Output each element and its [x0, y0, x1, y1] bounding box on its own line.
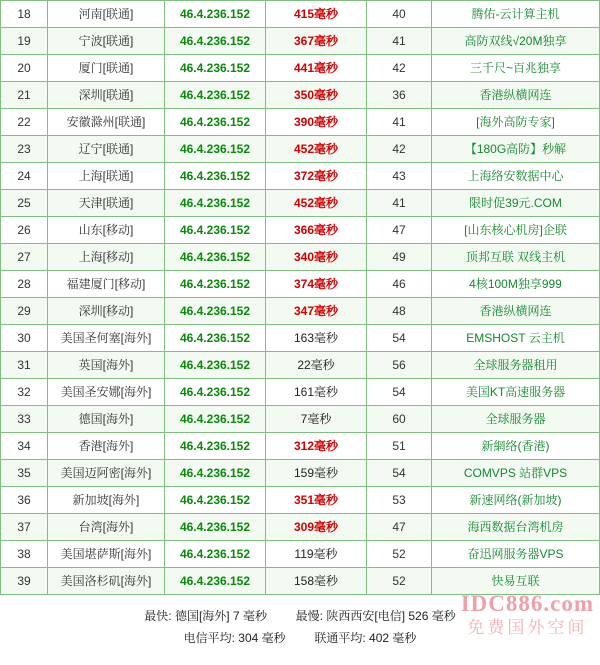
row-advertisement[interactable]: 顶邦互联 双线主机: [432, 244, 600, 271]
telecom-average-label: 电信平均:: [183, 631, 235, 645]
row-index: 18: [1, 1, 48, 28]
row-advertisement[interactable]: 美国KT高速服务器: [432, 379, 600, 406]
table-row: [1, 1, 600, 28]
row-ttl: 54: [367, 460, 432, 487]
table-row: [1, 217, 600, 244]
row-node-location: 厦门[联通]: [48, 55, 165, 82]
table-row: [1, 244, 600, 271]
summary-section: [0, 591, 600, 665]
slowest-label: 最慢:: [295, 609, 324, 623]
row-node-location: 美国迈阿密[海外]: [48, 460, 165, 487]
row-index: 28: [1, 271, 48, 298]
row-ttl: 43: [367, 163, 432, 190]
row-index: 21: [1, 82, 48, 109]
row-node-location: 天津[联通]: [48, 190, 165, 217]
row-node-location: 深圳[移动]: [48, 298, 165, 325]
row-ttl: 42: [367, 55, 432, 82]
row-index: 20: [1, 55, 48, 82]
row-node-location: 深圳[联通]: [48, 82, 165, 109]
row-response-time: 7毫秒: [266, 406, 367, 433]
table-row: [1, 406, 600, 433]
row-advertisement[interactable]: 香港纵横网连: [432, 82, 600, 109]
row-response-time: 415毫秒: [266, 1, 367, 28]
row-node-location: 美国圣安娜[海外]: [48, 379, 165, 406]
row-ttl: 48: [367, 298, 432, 325]
row-advertisement[interactable]: 全球服务器: [432, 406, 600, 433]
row-ttl: 41: [367, 190, 432, 217]
unicom-average-label: 联通平均:: [314, 631, 366, 645]
watermark-site-name: IDC886.com: [460, 591, 594, 616]
table-row: [1, 163, 600, 190]
row-advertisement[interactable]: COMVPS 站群VPS: [432, 460, 600, 487]
row-ttl: 54: [367, 325, 432, 352]
row-response-time: 390毫秒: [266, 109, 367, 136]
unicom-average-value: 402 毫秒: [369, 631, 417, 645]
row-ip-address: 46.4.236.152: [165, 109, 266, 136]
row-response-time: 163毫秒: [266, 325, 367, 352]
table-row: [1, 190, 600, 217]
row-advertisement[interactable]: 限时促39元.COM: [432, 190, 600, 217]
row-ip-address: 46.4.236.152: [165, 379, 266, 406]
table-row: [1, 28, 600, 55]
table-row: [1, 298, 600, 325]
row-index: 39: [1, 568, 48, 595]
row-index: 33: [1, 406, 48, 433]
table-row: [1, 55, 600, 82]
row-ip-address: 46.4.236.152: [165, 1, 266, 28]
row-response-time: 158毫秒: [266, 568, 367, 595]
row-response-time: 309毫秒: [266, 514, 367, 541]
row-response-time: 441毫秒: [266, 55, 367, 82]
row-index: 38: [1, 541, 48, 568]
row-ttl: 60: [367, 406, 432, 433]
row-response-time: 159毫秒: [266, 460, 367, 487]
row-response-time: 350毫秒: [266, 82, 367, 109]
row-node-location: 福建厦门[移动]: [48, 271, 165, 298]
row-ip-address: 46.4.236.152: [165, 514, 266, 541]
row-ip-address: 46.4.236.152: [165, 217, 266, 244]
row-ttl: 52: [367, 541, 432, 568]
row-index: 22: [1, 109, 48, 136]
row-ip-address: 46.4.236.152: [165, 244, 266, 271]
row-node-location: 山东[移动]: [48, 217, 165, 244]
row-index: 29: [1, 298, 48, 325]
row-node-location: 宁波[联通]: [48, 28, 165, 55]
row-ip-address: 46.4.236.152: [165, 568, 266, 595]
row-advertisement[interactable]: 【180G高防】秒解: [432, 136, 600, 163]
table-row: [1, 352, 600, 379]
row-advertisement[interactable]: 全球服务器租用: [432, 352, 600, 379]
row-ttl: 47: [367, 514, 432, 541]
row-response-time: 366毫秒: [266, 217, 367, 244]
table-row: [1, 109, 600, 136]
row-ttl: 41: [367, 109, 432, 136]
row-index: 27: [1, 244, 48, 271]
row-ttl: 52: [367, 568, 432, 595]
row-node-location: 安徽滁州[联通]: [48, 109, 165, 136]
row-ttl: 41: [367, 28, 432, 55]
row-advertisement[interactable]: 海西数据台湾机房: [432, 514, 600, 541]
table-row: [1, 82, 600, 109]
row-node-location: 美国圣何塞[海外]: [48, 325, 165, 352]
row-advertisement[interactable]: EMSHOST 云主机: [432, 325, 600, 352]
row-ttl: 51: [367, 433, 432, 460]
row-ttl: 36: [367, 82, 432, 109]
row-index: 36: [1, 487, 48, 514]
row-ttl: 40: [367, 1, 432, 28]
fastest-label: 最快:: [144, 609, 172, 623]
row-ip-address: 46.4.236.152: [165, 271, 266, 298]
row-index: 25: [1, 190, 48, 217]
row-ttl: 53: [367, 487, 432, 514]
row-ip-address: 46.4.236.152: [165, 541, 266, 568]
row-response-time: 452毫秒: [266, 190, 367, 217]
row-ip-address: 46.4.236.152: [165, 298, 266, 325]
row-index: 19: [1, 28, 48, 55]
row-advertisement[interactable]: [山东核心机房]企联: [432, 217, 600, 244]
row-index: 23: [1, 136, 48, 163]
row-ip-address: 46.4.236.152: [165, 406, 266, 433]
row-ip-address: 46.4.236.152: [165, 325, 266, 352]
row-response-time: 452毫秒: [266, 136, 367, 163]
row-ip-address: 46.4.236.152: [165, 136, 266, 163]
fastest-value: 德国[海外] 7 毫秒: [174, 609, 267, 623]
row-index: 30: [1, 325, 48, 352]
watermark-tagline: 免费国外空间: [467, 618, 588, 637]
table-row: [1, 487, 600, 514]
row-ttl: 46: [367, 271, 432, 298]
table-row: [1, 271, 600, 298]
row-advertisement[interactable]: 新網络(香港): [432, 433, 600, 460]
table-row: [1, 379, 600, 406]
table-row: [1, 514, 600, 541]
row-index: 31: [1, 352, 48, 379]
summary-line-extremes: [0, 605, 600, 627]
row-node-location: 美国洛杉矶[海外]: [48, 568, 165, 595]
row-advertisement[interactable]: 4核100M独享999: [432, 271, 600, 298]
table-row: [1, 541, 600, 568]
table-row: [1, 325, 600, 352]
row-advertisement[interactable]: 腾佑-云计算主机: [432, 1, 600, 28]
row-ip-address: 46.4.236.152: [165, 28, 266, 55]
row-response-time: 351毫秒: [266, 487, 367, 514]
row-ip-address: 46.4.236.152: [165, 433, 266, 460]
row-ttl: 49: [367, 244, 432, 271]
row-advertisement[interactable]: 新速网络(新加坡): [432, 487, 600, 514]
row-response-time: 372毫秒: [266, 163, 367, 190]
row-index: 34: [1, 433, 48, 460]
telecom-average-value: 304 毫秒: [238, 631, 286, 645]
row-index: 32: [1, 379, 48, 406]
row-node-location: 上海[移动]: [48, 244, 165, 271]
row-advertisement[interactable]: 三千尺~百兆独享: [432, 55, 600, 82]
row-response-time: 340毫秒: [266, 244, 367, 271]
row-node-location: 美国堪萨斯[海外]: [48, 541, 165, 568]
row-ip-address: 46.4.236.152: [165, 163, 266, 190]
row-response-time: 374毫秒: [266, 271, 367, 298]
row-response-time: 22毫秒: [266, 352, 367, 379]
row-node-location: 香港[海外]: [48, 433, 165, 460]
row-index: 26: [1, 217, 48, 244]
row-node-location: 新加坡[海外]: [48, 487, 165, 514]
row-advertisement[interactable]: 奋迅网服务器VPS: [432, 541, 600, 568]
row-response-time: 367毫秒: [266, 28, 367, 55]
row-index: 37: [1, 514, 48, 541]
row-node-location: 德国[海外]: [48, 406, 165, 433]
slowest-value: 陕西西安[电信] 526 毫秒: [326, 609, 456, 623]
row-node-location: 辽宁[联通]: [48, 136, 165, 163]
row-response-time: 119毫秒: [266, 541, 367, 568]
row-ip-address: 46.4.236.152: [165, 487, 266, 514]
row-ip-address: 46.4.236.152: [165, 190, 266, 217]
row-response-time: 347毫秒: [266, 298, 367, 325]
row-advertisement[interactable]: 高防双线√20M独享: [432, 28, 600, 55]
row-advertisement[interactable]: 上海络安数据中心: [432, 163, 600, 190]
row-ip-address: 46.4.236.152: [165, 55, 266, 82]
table-row: [1, 136, 600, 163]
row-ttl: 54: [367, 379, 432, 406]
row-node-location: 河南[联通]: [48, 1, 165, 28]
summary-line-averages: [0, 627, 600, 649]
row-advertisement[interactable]: [海外高防专家]: [432, 109, 600, 136]
row-response-time: 161毫秒: [266, 379, 367, 406]
row-ip-address: 46.4.236.152: [165, 352, 266, 379]
table-row: [1, 568, 600, 595]
row-ttl: 47: [367, 217, 432, 244]
row-node-location: 上海[联通]: [48, 163, 165, 190]
row-advertisement[interactable]: 快易互联: [432, 568, 600, 595]
row-ttl: 42: [367, 136, 432, 163]
row-node-location: 台湾[海外]: [48, 514, 165, 541]
row-response-time: 312毫秒: [266, 433, 367, 460]
row-index: 24: [1, 163, 48, 190]
row-ip-address: 46.4.236.152: [165, 82, 266, 109]
row-index: 35: [1, 460, 48, 487]
table-row: [1, 433, 600, 460]
row-node-location: 英国[海外]: [48, 352, 165, 379]
row-advertisement[interactable]: 香港纵横网连: [432, 298, 600, 325]
row-ip-address: 46.4.236.152: [165, 460, 266, 487]
table-row: [1, 460, 600, 487]
row-ttl: 56: [367, 352, 432, 379]
